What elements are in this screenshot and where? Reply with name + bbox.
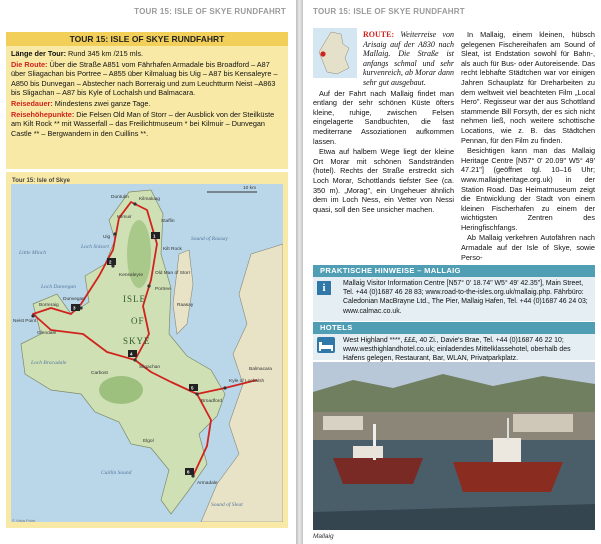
sea-loch-bracadale: Loch Bracadale (31, 360, 67, 366)
place-elgol: Elgol (143, 439, 154, 444)
highlights-label: Reisehöhepunkte: (11, 109, 75, 119)
place-kyle-of-lochalsh: Kyle of Lochalsh (229, 379, 265, 384)
place-staffin: Staffin (161, 219, 175, 224)
right-page (303, 0, 601, 544)
text-column-1 (313, 30, 454, 215)
hotel-entry (313, 334, 595, 363)
sea-sound-of-raasay: Sound of Raasay (191, 236, 228, 242)
place-old-man-of-storr: Old Man of Storr (155, 271, 191, 276)
photo-caption: Mallaig (313, 533, 334, 540)
island-label-2: OF (131, 316, 145, 326)
skye-route-map (11, 184, 283, 522)
cuillin-hills (99, 376, 143, 404)
place-kilt-rock: Kilt Rock (163, 247, 182, 252)
harbour-image (313, 362, 595, 530)
tour-length-text: Rund 345 km /215 mls. (66, 49, 144, 58)
info-icon: i (317, 281, 331, 295)
sea-loch-snizort: Loch Snizort (81, 244, 109, 250)
route-intro (313, 30, 454, 88)
place-uig: Uig (103, 235, 111, 240)
island-label-3: SKYE (123, 336, 151, 346)
sea-loch-dunvegan: Loch Dunvegan (41, 284, 76, 290)
place-borreraig: Borreraig (39, 303, 59, 308)
svg-text:5: 5 (191, 385, 194, 391)
place-raasay: Raasay (177, 303, 194, 308)
duration-text: Mindestens zwei ganze Tage. (52, 98, 151, 108)
col2-paragraph-1: In Mallaig, einem kleinen, hübsch gelegenen Fischereihafen am Sound of Sleat, ist Endstation sowohl für Bahn-, als auch für Bus- oder Autoreisende. Das recht lebhafte Städtchen war vor einigen Jahren Schauplatz für Dreharbeiten zu dem weltweit viel beachteten Film „Local Hero". Regisseur war der aus Schottland stammende Bill Forsyth, der es sich nicht nehmen ließ, noch weitere schottische Locations, wie z. B. das Städtchen Pennan, für den Film zu finden. (461, 30, 595, 145)
map-title: Tour 15: Isle of Skye (12, 178, 70, 184)
col1-paragraph-1: Auf der Fahrt nach Mallaig findet man entlang der sehr schönen Küste öfters kleine, ruhige, zwischen Felsen eingelagerte Sandbuchten, die fast mediterrane Assoziationen aufkommen lassen. (313, 88, 454, 146)
col2-paragraph-3: Ab Mallaig verkehren Autofähren nach Armadale auf der Isle of Skye, sowie Perso- (461, 233, 595, 262)
visitor-info-entry (313, 277, 595, 321)
duration-label: Reisedauer: (11, 98, 53, 108)
place-dunvegan: Dunvegan (63, 297, 85, 302)
route-intro-label: ROUTE: (363, 30, 395, 39)
svg-text:2: 2 (109, 259, 112, 265)
col1-paragraph-2: Etwa auf halbem Wege liegt der kleine Ort Morar mit schönen Sandstränden (hotel). Rechts der Straße erstreckt sich Loch Morar, Schottlands tiefster See (ca. 350 m). „Morag", ein Ungeheuer ähnlich dem im Loch Ness, ein Vetter von Nessi quasi, soll den See unsicher machen. (313, 147, 454, 214)
place-carbost: Carbost (91, 371, 108, 376)
tour-duration (11, 99, 283, 109)
tour-info-title: TOUR 15: ISLE OF SKYE RUNDFAHRT (6, 32, 288, 46)
place-kilmuir: Kilmuir (117, 215, 132, 220)
visitor-info-text: Mallaig Visitor Information Centre [N57° 0' 18.74" W5° 49' 42.35"], Main Street, Tel. +44 (0)1687 46 28 83; www.road-to-the-isles.org.uk/mallaig.php. Fährbüro: Caledonian MacBrayne Ltd., The Pier, Mallaig Hafen, Tel. +44 (0)1687 46 24 03; www.calmac.co.uk. (343, 280, 588, 315)
route-label: Die Route: (11, 59, 48, 69)
svg-text:3: 3 (73, 305, 76, 311)
tour-info-box (6, 32, 288, 169)
place-armadale: Armadale (197, 481, 218, 486)
tour-length (11, 49, 283, 59)
route-text: Über die Straße A851 vom Fährhafen Armadale bis Broadford – A87 über Sliagachan bis Portree – A855 über Kilmaluag bis Uig – A87 bis Kensaleyre – A850 bis Dunvegan – Abstecher nach Borreraig und zum Leuchtturm Neist –A863 bis Sligachan – A87 bis Kyle of Lochalsh und Balmacara. (11, 59, 278, 98)
place-sligachan: Sligachan (139, 365, 161, 370)
island-label-1: ISLE (123, 294, 146, 304)
text-column-2 (461, 30, 595, 263)
map-copyright: © Vista Point (12, 518, 36, 523)
place-balmacara: Balmacara (249, 367, 272, 372)
place-kensaleyre: Kensaleyre (119, 273, 143, 278)
place-duntulm: Duntulm (111, 195, 129, 200)
svg-text:4: 4 (130, 351, 133, 357)
place-broadford: Broadford (201, 399, 223, 404)
hotel-text: West Highland ****, £££, 40 Zi., Davie's Brae, Tel. +44 (0)1687 46 22 10; www.westhighlandhotel.co.uk; einladendes Mittelklassehotel, oberhalb des Hafens gelegen, Restaurant, Bar, WLAN, Privatparkplatz. (343, 337, 571, 363)
sea-little-minch: Little Minch (19, 250, 47, 256)
sea-cuillin-sound: Cuillin Sound (101, 470, 132, 476)
svg-text:6: 6 (187, 469, 190, 475)
place-neist-point: Neist Point (13, 319, 37, 324)
tour-route (11, 60, 283, 98)
left-page (0, 0, 296, 544)
book-gutter (296, 0, 303, 544)
place-glendale: Glendale (37, 331, 57, 336)
svg-text:1: 1 (153, 233, 156, 239)
running-header-left: TOUR 15: ISLE OF SKYE RUNDFAHRT (134, 7, 286, 16)
running-header-right: TOUR 15: ISLE OF SKYE RUNDFAHRT (313, 7, 465, 16)
route-intro-text: Weiterreise von Arisaig auf der A830 nach Mallaig. Die Straße ist anfangs schmal und sehr kurvenreich, ab Morar dann sehr gut ausgebaut. (363, 30, 454, 87)
bed-icon (317, 337, 335, 353)
practical-info-bar: PRAKTISCHE HINWEISE – MALLAIG (313, 265, 595, 277)
place-portree: Portree (155, 287, 171, 292)
map-scale-label: 10 km (243, 186, 257, 191)
tour-info-body (6, 46, 288, 138)
hotels-bar: HOTELS (313, 322, 595, 334)
highlights-text: Die Felsen Old Man of Storr – der Ausblick von der Steilküste am Kilt Rock ** mit Wasserfall – das Freilichtmuseum * bei Kilmuir – Dunvegan Castle ** – Bergwandern in den Cuillins **. (11, 109, 275, 138)
tour-length-label: Länge der Tour: (11, 49, 66, 58)
tour-highlights (11, 110, 283, 139)
mallaig-harbour-photo (313, 362, 595, 530)
place-kilmaluag: Kilmaluag (139, 197, 161, 202)
sea-sound-of-sleat: Sound of Sleat (211, 502, 243, 508)
col2-paragraph-2: Besichtigen kann man das Mallaig Heritage Centre [N57° 0' 20.09" W5° 49' 47.21"] (geöffnet tgl. 10–16 Uhr; www.mallaigheritage.org.uk) in der Station Road. Das Heimatmuseum zeigt die Entwicklung der Stadt von einem kleinen Fischerhafen zu einem der wichtigsten Zentren des Heringfischfangs. (461, 146, 595, 232)
